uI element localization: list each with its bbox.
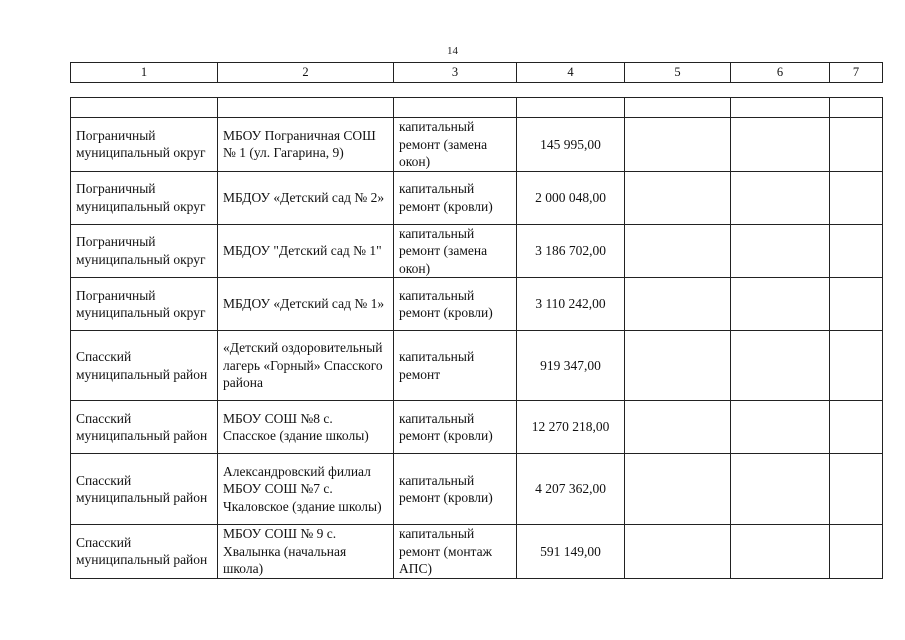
work-type-cell: капитальный ремонт (замена окон) <box>394 118 517 172</box>
territory-cell: Пограничный муниципальный округ <box>71 118 218 172</box>
empty-cell <box>625 525 731 579</box>
empty-cell <box>830 401 883 454</box>
empty-cell <box>830 331 883 401</box>
empty-cell <box>625 278 731 331</box>
empty-cell <box>830 224 883 278</box>
empty-cell <box>218 98 394 118</box>
table-row <box>71 118 883 172</box>
empty-cell <box>731 278 830 331</box>
table-row <box>71 525 883 579</box>
empty-cell <box>731 525 830 579</box>
empty-cell <box>394 98 517 118</box>
empty-cell <box>731 224 830 278</box>
amount-cell: 919 347,00 <box>517 331 625 401</box>
object-cell: МБДОУ «Детский сад № 2» <box>218 171 394 224</box>
empty-cell <box>731 171 830 224</box>
column-number-header <box>70 62 883 83</box>
territory-cell: Пограничный муниципальный округ <box>71 224 218 278</box>
empty-cell <box>625 224 731 278</box>
empty-cell <box>830 278 883 331</box>
amount-cell: 2 000 048,00 <box>517 171 625 224</box>
work-type-cell: капитальный ремонт (кровли) <box>394 278 517 331</box>
empty-cell <box>731 98 830 118</box>
object-cell: МБОУ Пограничная СОШ № 1 (ул. Гагарина, 9) <box>218 118 394 172</box>
header-cell-4: 4 <box>517 63 625 83</box>
object-cell: «Детский оздоровительный лагерь «Горный» Спасского района <box>218 331 394 401</box>
empty-cell <box>625 454 731 525</box>
empty-cell <box>625 171 731 224</box>
empty-cell <box>830 118 883 172</box>
header-row <box>71 63 883 83</box>
table-row <box>71 224 883 278</box>
empty-cell <box>830 98 883 118</box>
territory-cell: Спасский муниципальный район <box>71 401 218 454</box>
page-number: 14 <box>447 45 458 57</box>
object-cell: МБОУ СОШ №8 с. Спасское (здание школы) <box>218 401 394 454</box>
amount-cell: 145 995,00 <box>517 118 625 172</box>
territory-cell: Спасский муниципальный район <box>71 331 218 401</box>
header-cell-2: 2 <box>218 63 394 83</box>
empty-cell <box>517 98 625 118</box>
work-type-cell: капитальный ремонт (кровли) <box>394 401 517 454</box>
empty-cell <box>830 171 883 224</box>
header-cell-3: 3 <box>394 63 517 83</box>
amount-cell: 12 270 218,00 <box>517 401 625 454</box>
territory-cell: Спасский муниципальный район <box>71 525 218 579</box>
empty-cell <box>625 331 731 401</box>
table-row <box>71 401 883 454</box>
territory-cell: Пограничный муниципальный округ <box>71 278 218 331</box>
empty-cell <box>625 401 731 454</box>
empty-cell <box>625 118 731 172</box>
empty-cell <box>731 401 830 454</box>
object-cell: МБДОУ "Детский сад № 1" <box>218 224 394 278</box>
empty-cell <box>731 118 830 172</box>
work-type-cell: капитальный ремонт <box>394 331 517 401</box>
amount-cell: 3 110 242,00 <box>517 278 625 331</box>
table-row <box>71 171 883 224</box>
empty-cell <box>625 98 731 118</box>
header-cell-5: 5 <box>625 63 731 83</box>
data-table <box>70 97 883 579</box>
table-row <box>71 454 883 525</box>
empty-cell <box>731 331 830 401</box>
empty-row <box>71 98 883 118</box>
amount-cell: 591 149,00 <box>517 525 625 579</box>
table-row <box>71 278 883 331</box>
work-type-cell: капитальный ремонт (кровли) <box>394 454 517 525</box>
empty-cell <box>71 98 218 118</box>
header-cell-6: 6 <box>731 63 830 83</box>
territory-cell: Пограничный муниципальный округ <box>71 171 218 224</box>
work-type-cell: капитальный ремонт (замена окон) <box>394 224 517 278</box>
header-cell-7: 7 <box>830 63 883 83</box>
amount-cell: 4 207 362,00 <box>517 454 625 525</box>
amount-cell: 3 186 702,00 <box>517 224 625 278</box>
empty-cell <box>830 454 883 525</box>
territory-cell: Спасский муниципальный район <box>71 454 218 525</box>
work-type-cell: капитальный ремонт (кровли) <box>394 171 517 224</box>
header-cell-1: 1 <box>71 63 218 83</box>
object-cell: Александровский филиал МБОУ СОШ №7 с. Чкаловское (здание школы) <box>218 454 394 525</box>
object-cell: МБДОУ «Детский сад № 1» <box>218 278 394 331</box>
work-type-cell: капитальный ремонт (монтаж АПС) <box>394 525 517 579</box>
table-row <box>71 331 883 401</box>
empty-cell <box>731 454 830 525</box>
empty-cell <box>830 525 883 579</box>
object-cell: МБОУ СОШ № 9 с. Хвалынка (начальная школа) <box>218 525 394 579</box>
